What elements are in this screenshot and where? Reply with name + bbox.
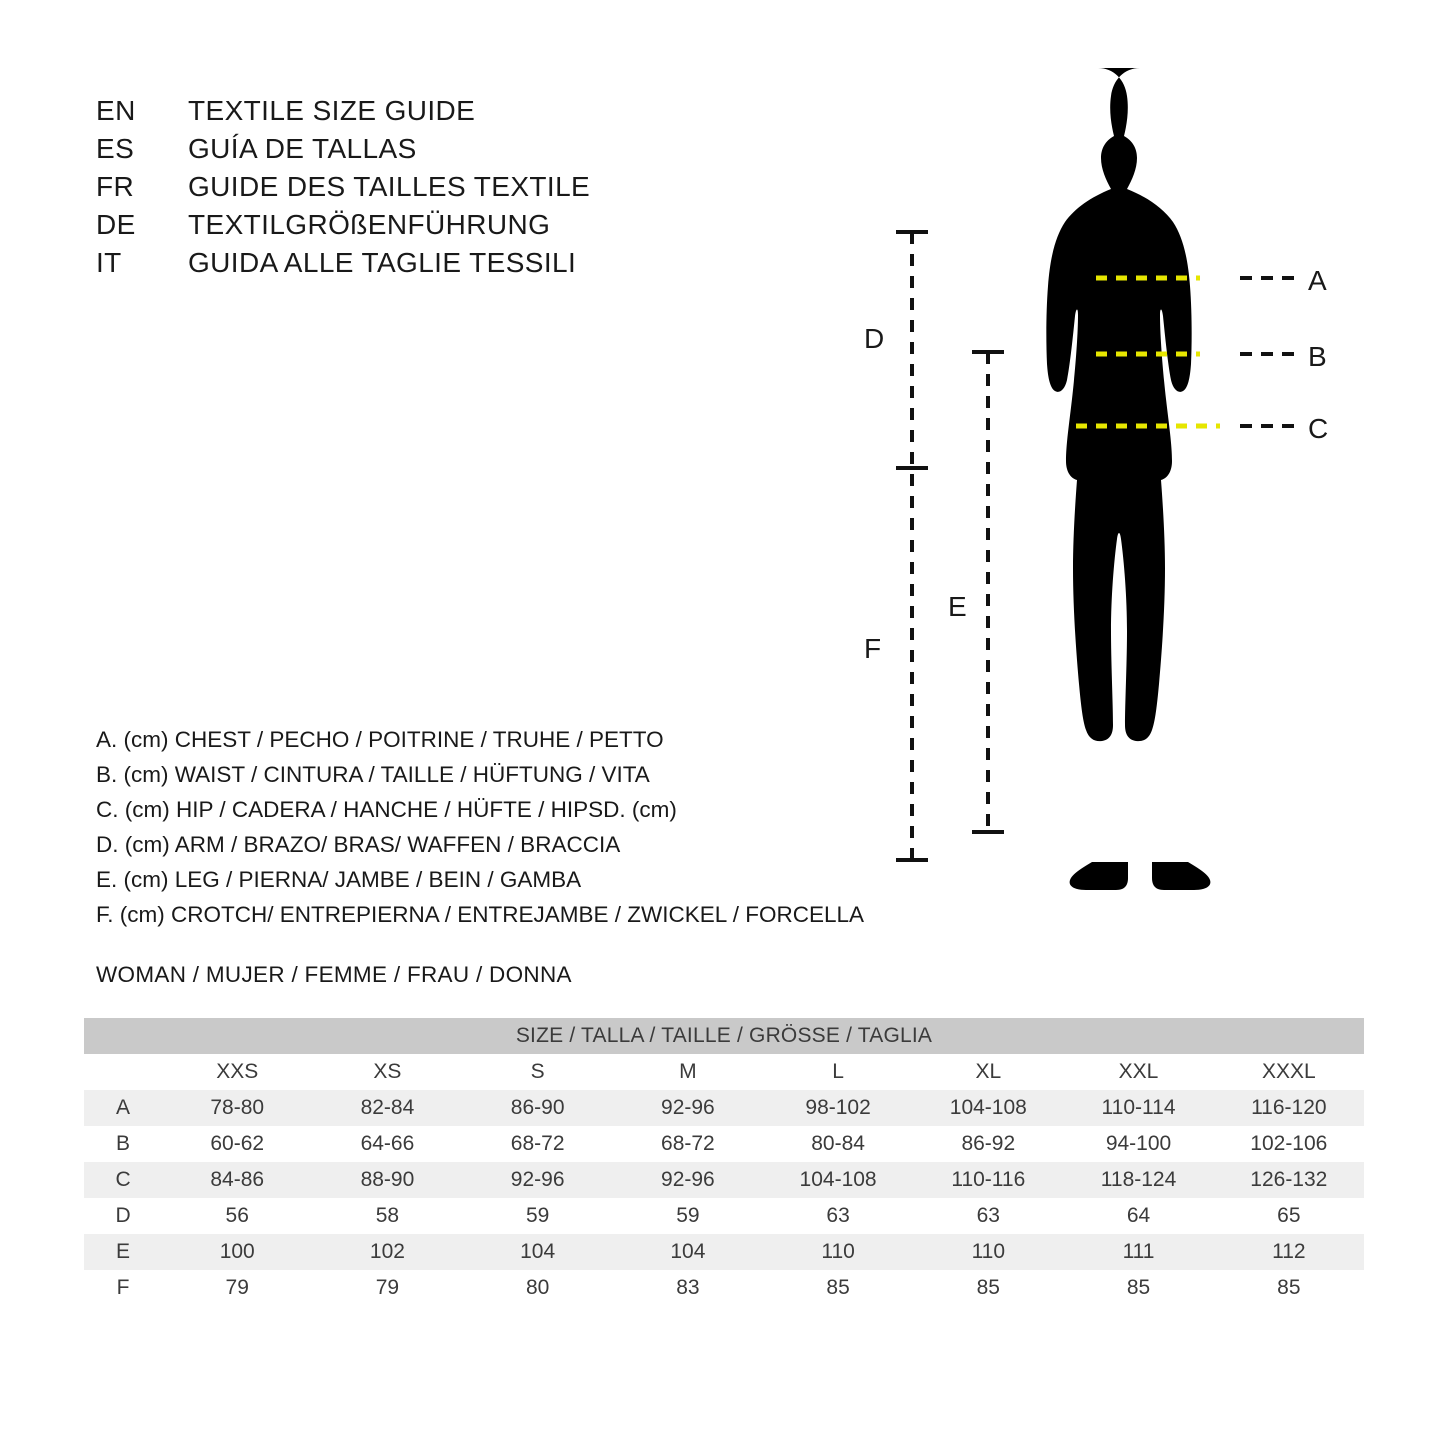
legend-item-a: A. (cm) CHEST / PECHO / POITRINE / TRUHE / PETTO [96,727,664,752]
cell-c-l: 104-108 [763,1162,913,1198]
table-row [84,1234,1364,1270]
cell-f-l: 85 [763,1270,913,1306]
gender-label: WOMAN / MUJER / FEMME / FRAU / DONNA [96,962,572,987]
cell-d-s: 59 [463,1198,613,1234]
cell-f-m: 83 [613,1270,763,1306]
legend-item-f: F. (cm) CROTCH/ ENTREPIERNA / ENTREJAMBE / ZWICKEL / FORCELLA [96,902,864,927]
cell-f-xxxl: 85 [1214,1270,1364,1306]
title-lang-it: IT [96,247,122,278]
table-row [84,1198,1364,1234]
title-text-en: TEXTILE SIZE GUIDE [188,95,476,126]
row-label-d: D [84,1198,162,1234]
cell-f-xs: 79 [312,1270,462,1306]
title-text-de: TEXTILGRÖßENFÜHRUNG [188,209,551,240]
legend-block [96,722,896,932]
cell-e-s: 104 [463,1234,613,1270]
cell-b-xxxl: 102-106 [1214,1126,1364,1162]
col-header-xxs: XXS [162,1054,312,1090]
col-header-m: M [613,1054,763,1090]
table-row [84,1162,1364,1198]
cell-b-xxl: 94-100 [1063,1126,1213,1162]
cell-c-xs: 88-90 [312,1162,462,1198]
title-lang-es: ES [96,133,135,164]
table-row [84,1270,1364,1306]
row-label-b: B [84,1126,162,1162]
title-row-fr [96,168,736,206]
marker-label-c: C [1308,413,1329,444]
cell-a-m: 92-96 [613,1090,763,1126]
cell-e-m: 104 [613,1234,763,1270]
size-table-wrapper [84,1018,1364,1306]
cell-a-xxl: 110-114 [1063,1090,1213,1126]
cell-b-m: 68-72 [613,1126,763,1162]
cell-b-xxs: 60-62 [162,1126,312,1162]
cell-d-m: 59 [613,1198,763,1234]
cell-a-l: 98-102 [763,1090,913,1126]
cell-d-xxl: 64 [1063,1198,1213,1234]
row-label-e: E [84,1234,162,1270]
title-row-en [96,92,736,130]
title-text-it: GUIDA ALLE TAGLIE TESSILI [188,247,577,278]
title-row-de [96,206,736,244]
title-block [96,92,736,282]
table-corner-cell [84,1054,162,1090]
cell-d-xxs: 56 [162,1198,312,1234]
cell-c-xxxl: 126-132 [1214,1162,1364,1198]
row-label-f: F [84,1270,162,1306]
row-label-c: C [84,1162,162,1198]
cell-e-xxl: 111 [1063,1234,1213,1270]
cell-e-xs: 102 [312,1234,462,1270]
cell-e-xxxl: 112 [1214,1234,1364,1270]
title-row-it [96,244,736,282]
cell-a-xs: 82-84 [312,1090,462,1126]
female-silhouette-icon [1046,68,1210,890]
col-header-xl: XL [913,1054,1063,1090]
legend-item-b: B. (cm) WAIST / CINTURA / TAILLE / HÜFTUNG / VITA [96,762,650,787]
table-header-row [84,1054,1364,1090]
cell-e-xl: 110 [913,1234,1063,1270]
cell-e-l: 110 [763,1234,913,1270]
table-caption: SIZE / TALLA / TAILLE / GRÖSSE / TAGLIA [84,1018,1364,1054]
title-lang-de: DE [96,209,136,240]
cell-d-l: 63 [763,1198,913,1234]
col-header-s: S [463,1054,613,1090]
cell-e-xxs: 100 [162,1234,312,1270]
title-lang-en: EN [96,95,136,126]
row-label-a: A [84,1090,162,1126]
title-text-fr: GUIDE DES TAILLES TEXTILE [188,171,591,202]
table-row [84,1090,1364,1126]
title-text-es: GUÍA DE TALLAS [188,133,417,164]
cell-b-l: 80-84 [763,1126,913,1162]
cell-f-xxl: 85 [1063,1270,1213,1306]
cell-c-xxs: 84-86 [162,1162,312,1198]
cell-c-m: 92-96 [613,1162,763,1198]
col-header-l: L [763,1054,913,1090]
marker-label-e: E [948,591,967,622]
legend-item-e: E. (cm) LEG / PIERNA/ JAMBE / BEIN / GAMBA [96,867,582,892]
cell-c-xl: 110-116 [913,1162,1063,1198]
cell-b-xs: 64-66 [312,1126,462,1162]
cell-a-xxxl: 116-120 [1214,1090,1364,1126]
marker-label-a: A [1308,265,1327,296]
marker-label-f: F [864,633,882,664]
title-lang-fr: FR [96,171,135,202]
cell-f-s: 80 [463,1270,613,1306]
table-caption-row [84,1018,1364,1054]
cell-a-s: 86-90 [463,1090,613,1126]
table-row [84,1126,1364,1162]
size-table [84,1018,1364,1306]
marker-label-d: D [864,323,885,354]
cell-b-xl: 86-92 [913,1126,1063,1162]
legend-item-c: C. (cm) HIP / CADERA / HANCHE / HÜFTE / HIPSD. (cm) [96,797,677,822]
cell-a-xl: 104-108 [913,1090,1063,1126]
cell-b-s: 68-72 [463,1126,613,1162]
col-header-xs: XS [312,1054,462,1090]
cell-d-xs: 58 [312,1198,462,1234]
col-header-xxxl: XXXL [1214,1054,1364,1090]
cell-f-xl: 85 [913,1270,1063,1306]
cell-d-xl: 63 [913,1198,1063,1234]
cell-c-s: 92-96 [463,1162,613,1198]
legend-item-d: D. (cm) ARM / BRAZO/ BRAS/ WAFFEN / BRACCIA [96,832,621,857]
marker-label-b: B [1308,341,1327,372]
cell-a-xxs: 78-80 [162,1090,312,1126]
cell-d-xxxl: 65 [1214,1198,1364,1234]
cell-f-xxs: 79 [162,1270,312,1306]
body-measurement-diagram [840,50,1360,910]
col-header-xxl: XXL [1063,1054,1213,1090]
title-row-es [96,130,736,168]
cell-c-xxl: 118-124 [1063,1162,1213,1198]
